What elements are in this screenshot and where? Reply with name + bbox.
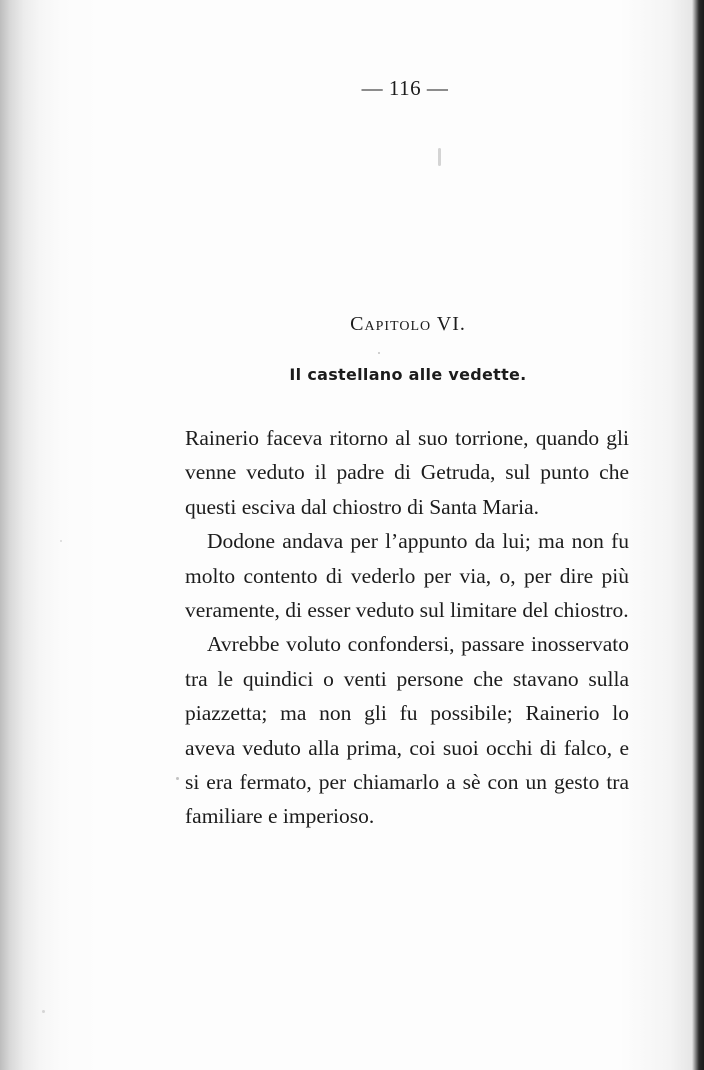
paper-speck xyxy=(176,777,179,780)
chapter-title: Il castellano alle vedette. xyxy=(289,365,527,384)
paper-speck xyxy=(42,1010,45,1013)
chapter-heading: Capitolo VI. xyxy=(350,313,466,335)
paragraph: Avrebbe voluto confondersi, passare inosservato tra le quindici o venti persone che stavano sulla piazzetta; ma non gli fu possibile; Rainerio lo aveva veduto alla prima, coi suoi occhi di falco, e si era fermato, per chiamarlo a sè con un gesto tra familiare e imperioso. xyxy=(185,632,629,829)
body-text xyxy=(185,421,629,834)
paragraph: Rainerio faceva ritorno al suo torrione, quando gli venne veduto il padre di Getruda, sul punto che questi esciva dal chiostro di Santa Maria. xyxy=(185,426,629,519)
paper-speck xyxy=(378,352,380,354)
page-number: — 116 — xyxy=(361,76,449,100)
paper-speck xyxy=(60,540,62,542)
paper-speck xyxy=(438,148,441,166)
paragraph: Dodone andava per l’appunto da lui; ma non fu molto contento di vederlo per via, o, per dire più veramente, di esser veduto sul limitare del chiostro. xyxy=(185,529,629,623)
